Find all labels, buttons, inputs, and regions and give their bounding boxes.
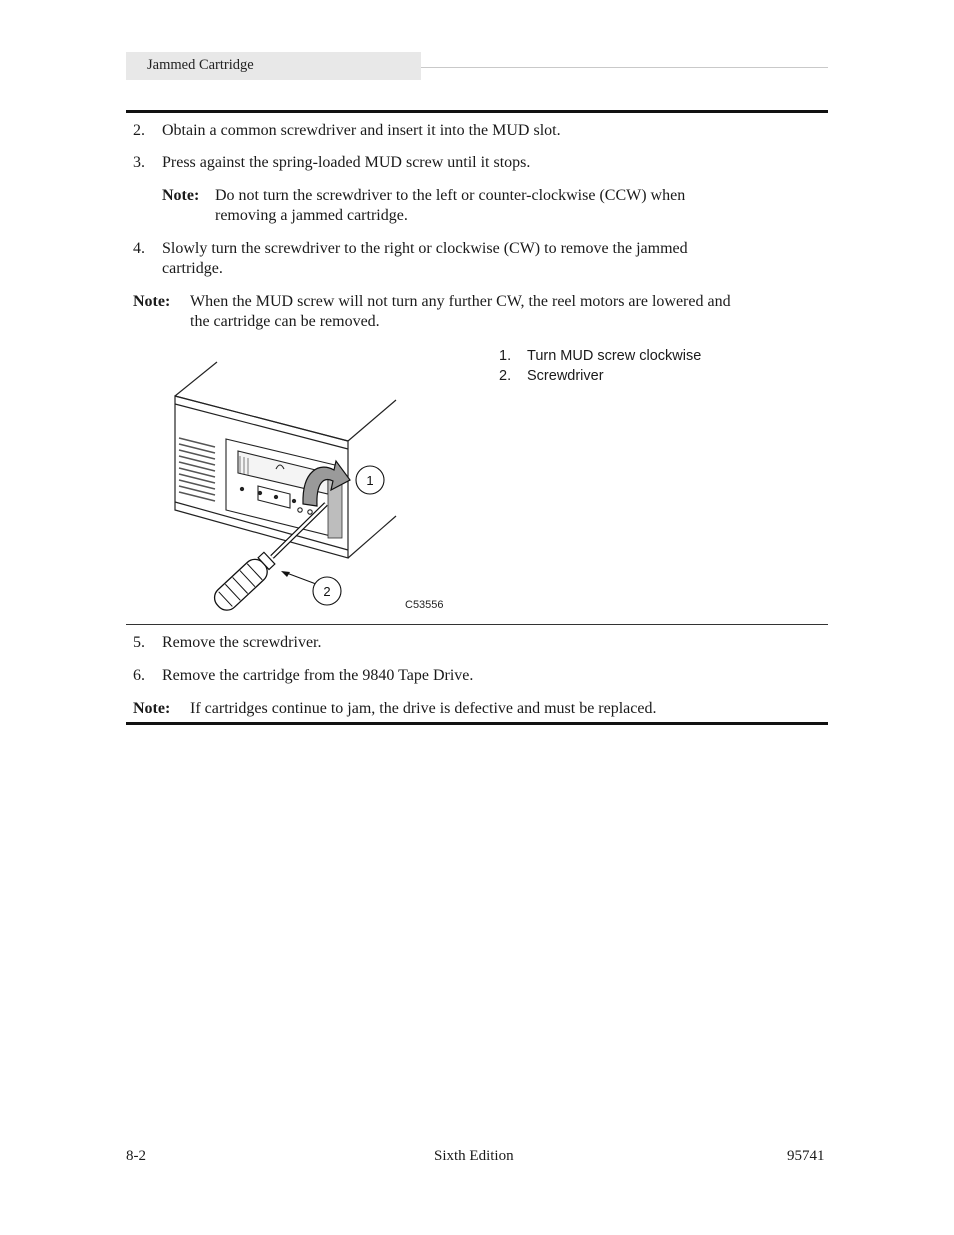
step-number: 4. — [133, 240, 145, 257]
step-number: 3. — [133, 154, 145, 171]
step-number: 6. — [133, 667, 145, 684]
top-rule — [126, 110, 828, 113]
legend-item — [499, 366, 701, 386]
header-rule — [421, 67, 828, 68]
note-text: the cartridge can be removed. — [190, 313, 380, 330]
callout-2: 2 — [323, 584, 331, 599]
tape-drive-illustration — [160, 352, 460, 616]
figure-legend — [499, 346, 701, 386]
page-number: 8-2 — [126, 1148, 146, 1164]
legend-text: Screwdriver — [527, 368, 604, 384]
callout-1: 1 — [366, 473, 374, 488]
step-text: Slowly turn the screwdriver to the right or clockwise (CW) to remove the jammed — [162, 240, 688, 257]
step-number: 5. — [133, 634, 145, 651]
note-text: removing a jammed cartridge. — [215, 207, 408, 224]
step-text: Remove the screwdriver. — [162, 634, 322, 651]
legend-number: 2. — [499, 368, 512, 384]
section-title: Jammed Cartridge — [147, 57, 254, 73]
document-number: 95741 — [787, 1148, 825, 1164]
legend-number: 1. — [499, 348, 512, 364]
figure-bottom-rule — [126, 624, 828, 625]
note-text: Do not turn the screwdriver to the left or counter-clockwise (CCW) when — [215, 187, 686, 204]
note-text: When the MUD screw will not turn any further CW, the reel motors are lowered and — [190, 293, 731, 310]
note-label: Note: — [162, 187, 200, 204]
legend-item — [499, 346, 701, 366]
figure-code: C53556 — [405, 599, 444, 611]
note-label: Note: — [133, 293, 171, 310]
legend-text: Turn MUD screw clockwise — [527, 348, 702, 364]
note-text: If cartridges continue to jam, the drive is defective and must be replaced. — [190, 700, 657, 717]
note-label: Note: — [133, 700, 171, 717]
step-number: 2. — [133, 122, 145, 139]
running-header — [126, 52, 421, 80]
step-text: cartridge. — [162, 260, 223, 277]
step-text: Remove the cartridge from the 9840 Tape Drive. — [162, 667, 474, 684]
edition: Sixth Edition — [434, 1148, 514, 1164]
step-text: Obtain a common screwdriver and insert it into the MUD slot. — [162, 122, 561, 139]
step-text: Press against the spring-loaded MUD screw until it stops. — [162, 154, 531, 171]
bottom-rule — [126, 722, 828, 725]
